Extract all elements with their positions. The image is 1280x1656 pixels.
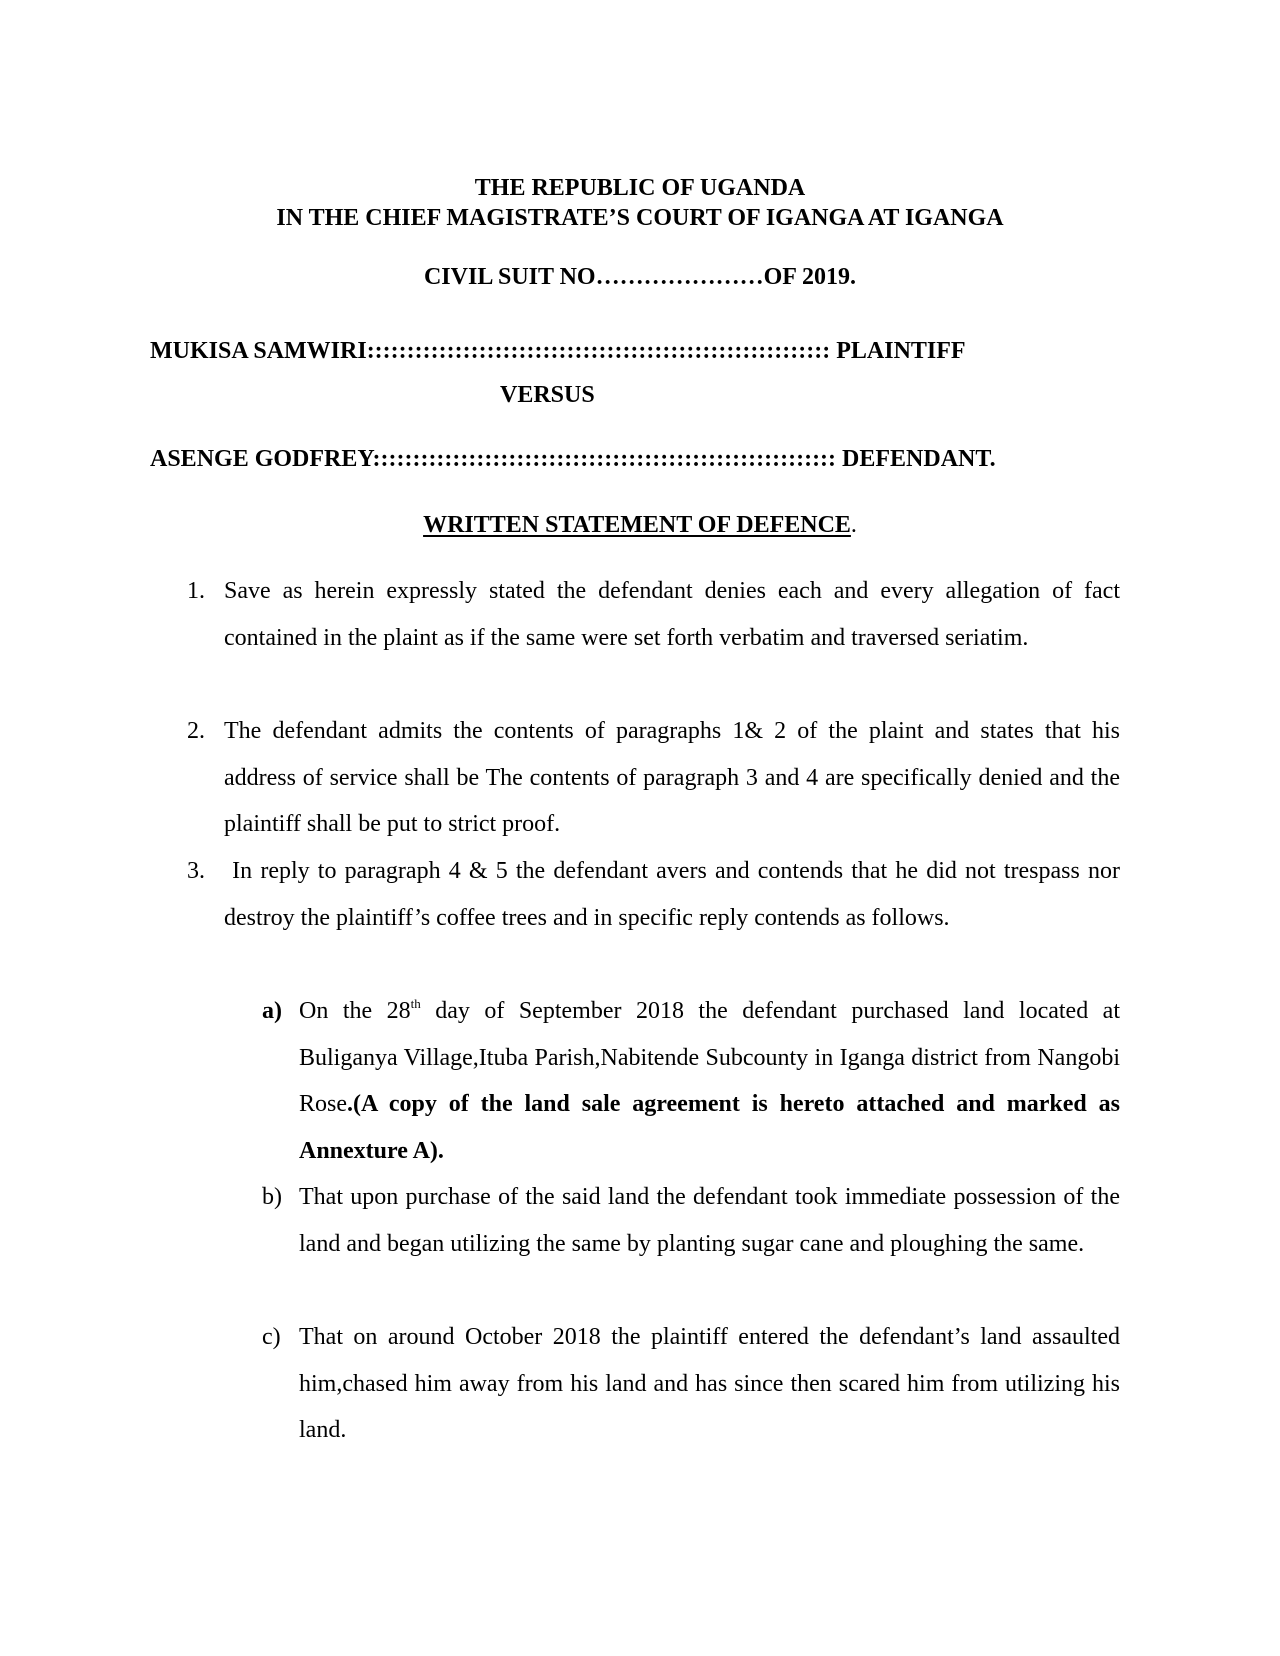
paragraph-3-text: In reply to paragraph 4 & 5 the defendant avers and contends that he did not trespass nor destroy the plaintiff’s coffee trees and in specific reply contends as follows. <box>224 858 1127 931</box>
subparagraph-b-text: That upon purchase of the said land the defendant took immediate possession of the land and began utilizing the same by planting sugar cane and ploughing the same. <box>299 1184 1120 1257</box>
document-title-period: . <box>850 512 857 538</box>
subparagraph-c-text: That on around October 2018 the plaintiff entered the defendant’s land assaulted him,chased him away from his land and has since then scared him from utilizing his land. <box>299 1324 1120 1443</box>
court-heading: IN THE CHIEF MAGISTRATE’S COURT OF IGANGA AT IGANGA <box>276 205 1004 231</box>
document-title-text: WRITTEN STATEMENT OF DEFENCE <box>423 512 851 538</box>
paragraph-1-number: 1. <box>187 578 205 604</box>
subparagraph-b-label: b) <box>262 1184 282 1210</box>
paragraph-3-number: 3. <box>187 858 205 884</box>
subparagraph-a-annexture-note: .(A copy of the land sale agreement is hereto attached and marked as Annexture A). <box>299 1091 1120 1164</box>
plaintiff-line: MUKISA SAMWIRI:::::::::::::::::::::::::::::::::::::::::::::::::::::::::: PLAINTIFF <box>150 338 966 364</box>
subparagraph-a-label: a) <box>262 998 282 1024</box>
republic-heading: THE REPUBLIC OF UGANDA <box>474 175 806 201</box>
paragraph-1-text: Save as herein expressly stated the defendant denies each and every allegation of fact contained in the plaint as if the same were set forth verbatim and traversed seriatim. <box>224 578 1120 651</box>
subparagraph-c-label: c) <box>262 1324 281 1350</box>
subparagraph-a-text-body: day of September 2018 the defendant purchased land located at Buliganya Village,Ituba Parish,Nabitende Subcounty in Iganga district from Nangobi Rose <box>299 998 1121 1117</box>
document-title <box>0 510 1280 540</box>
civil-suit-heading: CIVIL SUIT NO…………………OF 2019. <box>423 264 857 290</box>
paragraph-2-text: The defendant admits the contents of paragraphs 1& 2 of the plaint and states that his address of service shall be The contents of paragraph 3 and 4 are specifically denied and the plaintiff shall be put to strict proof. <box>224 718 1120 837</box>
subparagraph-a-text-start: On the 28 <box>299 998 411 1024</box>
versus-line: VERSUS <box>500 382 595 408</box>
subparagraph-a-text <box>299 988 1120 1174</box>
subparagraph-a-ordinal-suffix: th <box>410 996 421 1011</box>
paragraph-2-number: 2. <box>187 718 205 744</box>
defendant-line: ASENGE GODFREY:::::::::::::::::::::::::::::::::::::::::::::::::::::::::: DEFENDANT. <box>150 446 996 472</box>
